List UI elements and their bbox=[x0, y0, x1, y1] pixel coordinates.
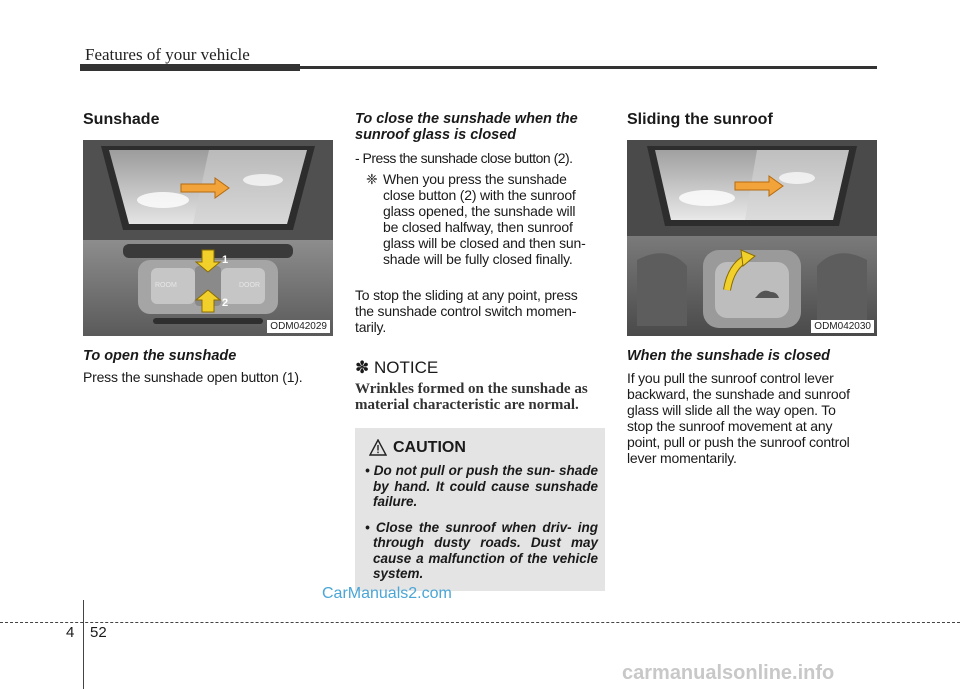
notice-line: material characteristic are normal. bbox=[355, 397, 579, 413]
footer-divider bbox=[83, 600, 84, 689]
open-sunshade-text: Press the sunshade open button (1). bbox=[83, 369, 303, 385]
notice-title: NOTICE bbox=[373, 358, 439, 377]
close-sunshade-subheading-line1: To close the sunshade when the bbox=[355, 111, 578, 127]
para-line: To stop the sliding at any point, press bbox=[355, 287, 578, 303]
watermark-carmanuals2[interactable]: CarManuals2.com bbox=[322, 585, 452, 602]
sliding-sunroof-heading: Sliding the sunroof bbox=[627, 111, 773, 128]
body-line: glass will slide all the way open. To bbox=[627, 402, 836, 418]
notice-line: Wrinkles formed on the sunshade as bbox=[355, 381, 588, 397]
body-line: backward, the sunshade and sunroof bbox=[627, 386, 850, 402]
note-line: shade will be fully closed finally. bbox=[383, 251, 573, 267]
body-line: If you pull the sunroof control lever bbox=[627, 370, 834, 386]
figure-code: ODM042029 bbox=[267, 320, 330, 333]
sunshade-closed-subheading: When the sunshade is closed bbox=[627, 348, 831, 364]
close-step: - Press the sunshade close button (2). bbox=[355, 150, 573, 166]
callout-2: 2 bbox=[222, 297, 229, 309]
running-header: Features of your vehicle bbox=[85, 45, 250, 64]
sunshade-heading: Sunshade bbox=[83, 111, 160, 128]
note-text bbox=[383, 171, 605, 267]
notice-heading bbox=[355, 358, 438, 378]
stop-sliding-text bbox=[355, 287, 605, 335]
caution-item-2: • Close the sunroof when driv- ing through dusty roads. Dust may cause a malfunction of the vehicle system. bbox=[365, 519, 598, 581]
section-number: 4 bbox=[66, 624, 75, 641]
page-number: 52 bbox=[90, 624, 107, 641]
header-rule-tab bbox=[80, 64, 300, 71]
sunshade-closed-text bbox=[627, 370, 879, 466]
note-line: be closed halfway, then sunroof bbox=[383, 219, 573, 235]
notice-text bbox=[355, 381, 588, 413]
note-line: When you press the sunshade bbox=[383, 171, 567, 187]
note-symbol: ❈ bbox=[366, 171, 378, 187]
body-line: point, pull or push the sunroof control bbox=[627, 434, 850, 450]
para-line: the sunshade control switch momen- bbox=[355, 303, 577, 319]
note-line: glass will be closed and then sun- bbox=[383, 235, 586, 251]
open-sunshade-subheading: To open the sunshade bbox=[83, 348, 237, 364]
caution-item-1: • Do not pull or push the sun- shade by hand. It could cause sunshade failure. bbox=[365, 463, 598, 509]
sunroof-figure bbox=[627, 140, 877, 336]
body-line: lever momentarily. bbox=[627, 450, 737, 466]
note-line: glass opened, the sunshade will bbox=[383, 203, 576, 219]
notice-icon: ✽ bbox=[355, 358, 370, 377]
sunshade-illustration bbox=[83, 140, 333, 336]
callout-1: 1 bbox=[222, 254, 229, 266]
warning-triangle-icon bbox=[369, 439, 387, 456]
note-line: close button (2) with the sunroof bbox=[383, 187, 576, 203]
footer-rule bbox=[0, 622, 960, 623]
door-lamp-label: DOOR bbox=[239, 282, 260, 289]
caution-title: CAUTION bbox=[393, 439, 466, 456]
room-lamp-label: ROOM bbox=[155, 282, 177, 289]
figure-code: ODM042030 bbox=[811, 320, 874, 333]
sunshade-figure bbox=[83, 140, 333, 336]
sunroof-illustration bbox=[627, 140, 877, 336]
watermark-carmanualsonline[interactable]: carmanualsonline.info bbox=[622, 662, 835, 684]
body-line: stop the sunroof movement at any bbox=[627, 418, 833, 434]
para-line: tarily. bbox=[355, 319, 387, 335]
close-sunshade-subheading-line2: sunroof glass is closed bbox=[355, 127, 517, 143]
caution-box bbox=[355, 428, 605, 591]
caution-list bbox=[365, 463, 598, 592]
